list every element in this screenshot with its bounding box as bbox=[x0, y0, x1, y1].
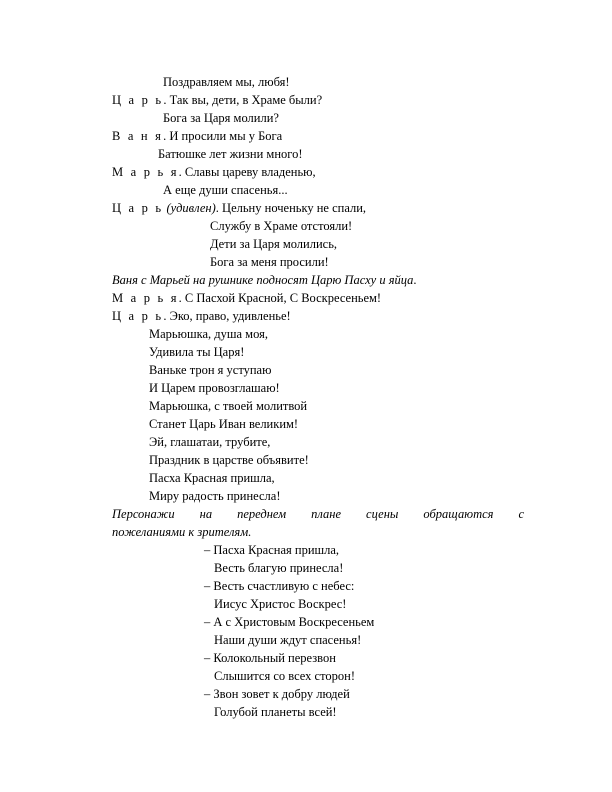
stage-direction-word: переднем bbox=[237, 507, 287, 521]
verse-line: Батюшке лет жизни много! bbox=[158, 147, 303, 161]
verse-line: – Колокольный перезвон bbox=[204, 651, 336, 665]
stage-direction-word: на bbox=[199, 507, 213, 521]
verse-text: . Так вы, дети, в Храме были? bbox=[163, 93, 323, 107]
stage-direction bbox=[112, 507, 524, 522]
dialogue-line bbox=[112, 129, 282, 144]
verse-line: Иисус Христос Воскрес! bbox=[214, 597, 347, 611]
dialogue-line bbox=[112, 93, 322, 108]
verse-line: Поздравляем мы, любя! bbox=[163, 75, 290, 89]
verse-line: Бога за Царя молили? bbox=[163, 111, 279, 125]
verse-line: А еще души спасенья... bbox=[163, 183, 288, 197]
verse-line: Ваньке трон я уступаю bbox=[149, 363, 272, 377]
stage-direction-word: Персонажи bbox=[112, 507, 175, 521]
stage-direction-continuation: пожеланиями к зрителям. bbox=[112, 525, 252, 539]
stage-direction-word: сцены bbox=[366, 507, 399, 521]
verse-line: Голубой планеты всей! bbox=[214, 705, 337, 719]
verse-line: Праздник в царстве объявите! bbox=[149, 453, 309, 467]
verse-line: И Царем провозглашаю! bbox=[149, 381, 280, 395]
speaker-name: М а р ь я bbox=[112, 165, 179, 179]
dialogue-line bbox=[112, 201, 366, 216]
verse-line: – Весть счастливую с небес: bbox=[204, 579, 355, 593]
dialogue-line bbox=[112, 291, 381, 306]
stage-direction-text: Ваня с Марьей на рушнике подносят Царю Пасху и яйца bbox=[112, 273, 414, 287]
dialogue-line bbox=[112, 165, 316, 180]
verse-line: Удивила ты Царя! bbox=[149, 345, 245, 359]
stage-direction-word: обращаются bbox=[423, 507, 494, 521]
verse-line: Наши души ждут спасенья! bbox=[214, 633, 362, 647]
verse-line: Марьюшка, душа моя, bbox=[149, 327, 268, 341]
verse-text: . С Пасхой Красной, С Воскресеньем! bbox=[178, 291, 382, 305]
stage-direction bbox=[112, 273, 417, 288]
verse-line: Бога за меня просили! bbox=[210, 255, 329, 269]
dialogue-line bbox=[112, 309, 291, 324]
verse-line: – Звон зовет к добру людей bbox=[204, 687, 350, 701]
verse-line: Слышится со всех сторон! bbox=[214, 669, 355, 683]
speaker-name: Ц а р ь bbox=[112, 93, 164, 107]
speaker-name: М а р ь я bbox=[112, 291, 179, 305]
verse-text: . И просили мы у Бога bbox=[163, 129, 283, 143]
verse-line: Пасха Красная пришла, bbox=[149, 471, 275, 485]
verse-line: Марьюшка, с твоей молитвой bbox=[149, 399, 308, 413]
verse-line: Службу в Храме отстояли! bbox=[210, 219, 353, 233]
verse-text: . Цельну ноченьку не спали, bbox=[215, 201, 367, 215]
verse-line: Весть благую принесла! bbox=[214, 561, 344, 575]
verse-line: Эй, глашатаи, трубите, bbox=[149, 435, 271, 449]
stage-direction-end: . bbox=[413, 273, 417, 287]
verse-text: . Эко, право, удивленье! bbox=[163, 309, 291, 323]
speaker-name: Ц а р ь bbox=[112, 201, 164, 215]
verse-line: – Пасха Красная пришла, bbox=[204, 543, 340, 557]
stage-direction-word: плане bbox=[311, 507, 342, 521]
speaker-name: Ц а р ь bbox=[112, 309, 164, 323]
speaker-name: В а н я bbox=[112, 129, 164, 143]
stage-remark: (удивлен) bbox=[163, 201, 216, 215]
verse-line: Дети за Царя молились, bbox=[210, 237, 338, 251]
verse-line: Станет Царь Иван великим! bbox=[149, 417, 299, 431]
stage-direction-word: с bbox=[518, 507, 525, 521]
verse-line: Миру радость принесла! bbox=[149, 489, 281, 503]
verse-line: – А с Христовым Воскресеньем bbox=[204, 615, 375, 629]
verse-text: . Славы цареву владенью, bbox=[178, 165, 316, 179]
